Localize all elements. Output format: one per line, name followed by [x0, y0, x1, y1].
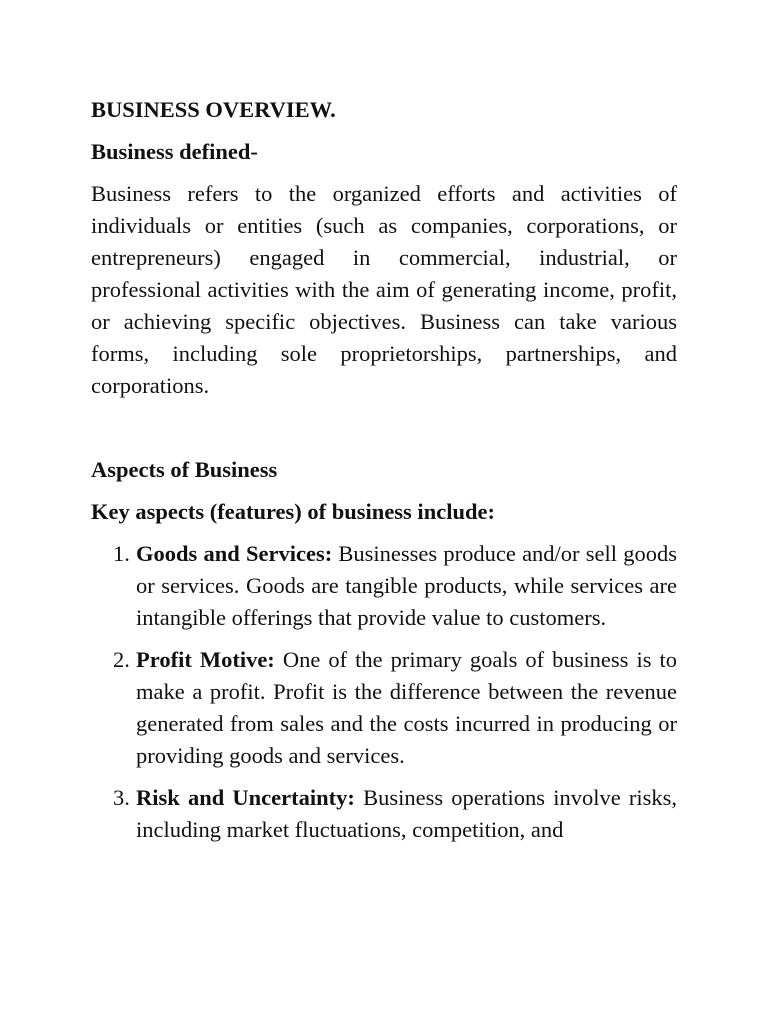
- section-heading-aspects: Aspects of Business: [91, 457, 278, 482]
- list-text: Businesses produce and/or sell goods or services. Goods are tangible products, while services are intangible offerings that provide value to customers.: [136, 541, 677, 630]
- list-text: One of the primary goals of business is to make a profit. Profit is the difference between the revenue generated from sales and the costs incurred in producing or providing goods and services.: [136, 647, 677, 768]
- aspects-list: [91, 538, 677, 846]
- list-term: Profit Motive:: [136, 647, 275, 672]
- aspects-intro: Key aspects (features) of business include:: [91, 499, 495, 524]
- list-item-profit-motive: [91, 644, 677, 772]
- list-number: 3.: [113, 785, 130, 810]
- list-number: 2.: [113, 647, 130, 672]
- document-title: BUSINESS OVERVIEW.: [91, 97, 336, 122]
- list-term: Goods and Services:: [136, 541, 333, 566]
- list-item-goods-services: [91, 538, 677, 634]
- list-number: 1.: [113, 541, 130, 566]
- list-term: Risk and Uncertainty:: [136, 785, 355, 810]
- list-text: Business operations involve risks, including market fluctuations, competition, and: [136, 785, 677, 842]
- document-page: [91, 94, 677, 856]
- list-item-risk-uncertainty: [91, 782, 677, 846]
- section-spacer: [91, 402, 677, 454]
- business-definition-paragraph: Business refers to the organized efforts and activities of individuals or entities (such as companies, corporations, or entrepreneurs) engaged in commercial, industrial, or professional activities with the aim of generating income, profit, or achieving specific objectives. Business can take various forms, including sole proprietorships, partnerships, and corporations.: [91, 181, 677, 398]
- section-heading-business-defined: Business defined-: [91, 139, 258, 164]
